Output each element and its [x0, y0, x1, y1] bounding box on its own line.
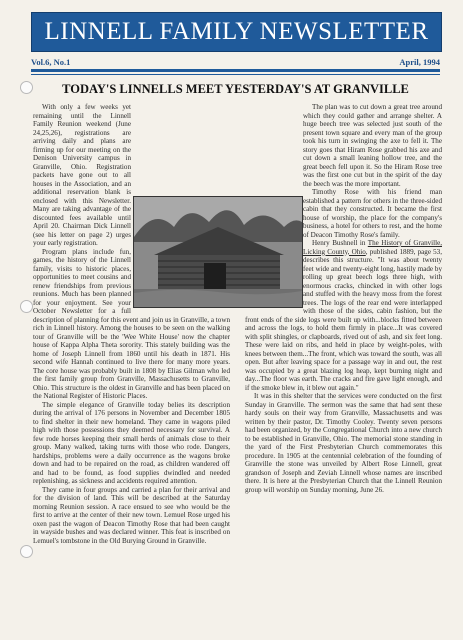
log-cabin-illustration	[134, 197, 302, 307]
article-headline: TODAY'S LINNELLS MEET YESTERDAY'S AT GRANVILLE	[62, 82, 409, 96]
left-paragraph-4: They came in four groups and carried a plan for their arrival and for the division of land. This will be described at the Saturday morning Reunion session. A race ensued to see who would be the first to arrive at the center of their new town. Lemuel Rose urged his oxen past the wagon of Deacon Timothy Rose that had been caught in wayside bushes and was declared winner. This feat is inscribed on Lemuel's tombstone in the Old Burying Ground in Granville.	[33, 485, 230, 545]
left-paragraph-1: With only a few weeks yet remaining until the Linnell Family Reunion weekend (June 24,25,26), registrations are arriving daily and plans are firming up for our meeting on the Denison University campus in Granville, Ohio. Registration packets have gone out to all houses in the Association, and an additional reservation blank is enclosed with this Newsletter. Many are taking advantage of the discounted fees available until April 20. Chairman Dick Linnell (see his letter on page 2) urges your early registration.	[33, 103, 131, 247]
right-paragraph-3-intro: Henry Bushnell in	[312, 239, 368, 247]
masthead-title: LINNELL FAMILY NEWSLETTER	[44, 18, 429, 45]
binder-hole-icon	[20, 300, 33, 313]
right-paragraph-4: It was in this shelter that the services were conducted on the first Sunday in Granville. The sermon was the same that had sent these hardy souls on their way from Granville, Massachusetts and was written by their pastor, Dr. Timothy Cooley. Twenty seven persons had been organized, by the Congregational Church into a new church to be established in Granville, Ohio. The memorial stone standing in the yard of the First Presbyterian Church commemorates this procedure. In 1905 at the centennial celebration of the founding of Granville the stone was unveiled by Albert Rose Linnell, great grandson of Joseph and Zeviah Linnell whose names are inscribed there. It is here at the Presbyterian Church that the Linnell Reunion group will worship on Sunday morning, June 26.	[245, 392, 442, 494]
book-title: The History of Granville, Licking County, Ohio	[303, 239, 442, 256]
issue-info	[31, 54, 440, 67]
right-paragraph-3-quote: , published 1889, page 53, describes this structure. "It was about twenty feet wide and twenty-eight long, hastily made by rolling up great beech logs three high, with enormous cracks, chincked in with other logs and stuffed with the heavy moss from the forest trees. The logs of the rear end were interlapped with those of the sides, cabin fashion, but the front ends of the side logs were built up with...blocks fitted between and across the logs, to hold them firmly in place...It was covered with split shingles, or clapboards, rived out of ash, and six feet long. These were laid on ribs, and held in place by weight-poles, with knees between them...The front, which was toward the south, was all open. But after leaving space for a passage way in and out, the rest was occupied by a great blazing log heap, kept burning night and day...The floor was earth. The cracks and fire gave light enough, and if the smoke blew in, it blew out again."	[245, 247, 442, 392]
log-cabin-photo	[133, 196, 303, 308]
issue-date: April, 1994	[399, 57, 440, 67]
right-paragraph-1: The plan was to cut down a great tree around which they could gather and arrange shelter. A huge beech tree was selected just south of the present town square and every man of the group took his turn in swinging the axe to fell it. The story goes that Hiram Rose grabbed his axe and cut down a small leaning hollow tree, and the great beech fell upon it. So the Hiram Rose tree was the first one cut but in the spirit of the day the beech was the more important.	[303, 103, 442, 188]
masthead-rule-thin	[31, 74, 440, 75]
volume-number: Vol.6, No.1	[31, 57, 71, 67]
binder-hole-icon	[20, 81, 33, 94]
binder-hole-icon	[20, 545, 33, 558]
masthead-rule-thick	[31, 69, 440, 72]
left-paragraph-2: Program plans include fun, games, the history of the Linnell family, visits to historic places, opportunities to meet cousins and renew friendships from previous reunions. Much has been planned for your enjoyment. See your October Newsletter for a full description of planning for this event and join us in Granville, a town rich in Linnell history. Among the houses to be seen on the walking tour of Granville will be the 'Wee White House' now the chapter house of Kappa Alpha Theta sorority. This stately building was the home of Joseph Linnell from 1860 until his death in 1871. His second wife Hannah continued to live there for many more years. The core house was probably built in 1808 by Elias Gilman who led the first family group from Granville, Massachusetts to Granville, Ohio. This structure is the oldest in Granville and has been placed on the National Register of Historic Places.	[33, 247, 230, 400]
masthead-banner	[31, 12, 442, 52]
left-column	[33, 103, 230, 545]
left-paragraph-3: The simple elegance of Granville today belies its description during the arrival of 176 persons in November and December 1805 to find shelter in their new homeland. They came in wagons piled high with those possessions they deemed necessary for survival. A few rode horses keeping their small herds of animals close to their group. Many walked, taking turns with those who rode. Dangers, hardships, problems were a daily occurrence as the wagons broke down and had to be repaired on the road, as children wandered off and had to be found, as food supplies dwindled and needed replenishing, as sickness and accidents required attention.	[33, 400, 230, 485]
right-paragraph-2: Timothy Rose with his friend man established a pattern for others in the three-sided cabin that they constructed. It became the first house of worship, the place for the company's business, a hotel for others to rest, and the home of Deacon Timothy Rose's family.	[303, 188, 442, 239]
